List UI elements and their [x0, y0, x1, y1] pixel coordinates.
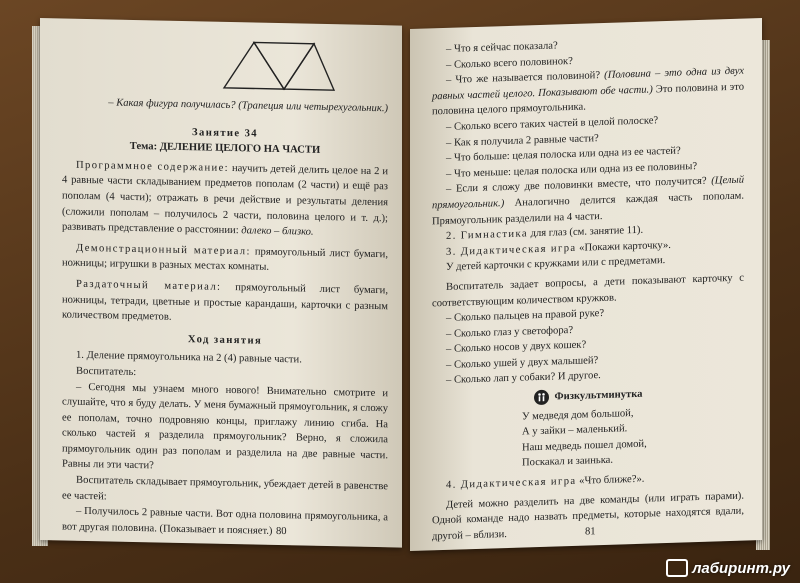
paragraph: Детей можно разделить на две команды (или играть парами). Одной команде надо назвать предметы, которые находятся вдали, другой – вблизи. [432, 490, 744, 543]
paragraph: – Получилось 2 равные части. Вот одна половина прямоугольника, а вот другая половина. (Показывает и поясняет.) [62, 506, 388, 537]
lesson-topic: Тема: ДЕЛЕНИЕ ЦЕЛОГО НА ЧАСТИ [129, 141, 321, 157]
line: – Сколько всего таких частей в целой полоске? [446, 115, 659, 133]
watermark: лабиринт.ру [666, 559, 790, 577]
question: – Сколько пальцев на правой руке? [446, 308, 605, 325]
poem-line: А у зайки – маленький. [522, 423, 628, 438]
page-number-left: 80 [276, 525, 287, 538]
question: – Сколько глаз у светофора? [446, 324, 574, 340]
lesson-title: Занятие 34 [192, 126, 258, 140]
line: – Что больше: целая полоска или одна из ее частей? [446, 145, 681, 165]
paragraph: Воспитатель: [76, 365, 137, 378]
paragraph: – Сегодня мы узнаем много нового! Внимательно смотрите и слушайте, что я буду делать. У меня бумажный прямоугольник, я сложу ее пополам, точно подровняю концы, приглажу линию сгиба. На сколько частей я разделила прямоугольник? Верно, я сложила прямоугольник один раз пополам и разделила на две равные части. Равны ли эти части? [62, 381, 388, 472]
paragraph: 1. Деление прямоугольника на 2 (4) равные части. [76, 350, 302, 366]
course-title: Ход занятия [187, 333, 263, 347]
gymnastics-paragraph: 2. Гимнастика для глаз (см. занятие 11). [446, 224, 644, 243]
paragraph: Воспитатель задает вопросы, а дети показывают карточку с соответствующим количеством кружков. [432, 272, 744, 309]
exercise-people-icon [534, 390, 549, 405]
question: – Сколько лап у собаки? И другое. [446, 370, 601, 387]
poem [432, 402, 744, 474]
question: – Сколько носов у двух кошек? [446, 339, 587, 356]
open-book [32, 18, 770, 548]
trapezoid-triangles-figure [220, 36, 338, 94]
right-page-text [432, 33, 744, 545]
handout-material-paragraph: Раздаточный материал: прямоугольный лист бумаги, ножницы, тетради, цветные и простые карандаши, карточки с разным количеством предметов. [62, 278, 388, 323]
game-3-heading: 3. Дидактическая игра «Покажи карточку». [446, 239, 671, 258]
game-4-heading: 4. Дидактическая игра «Что ближе?». [446, 473, 645, 491]
program-paragraph: Программное содержание: научить детей делить целое на 2 и 4 равные части складыванием предметов пополам (2 части) и ещё раз пополам (4 части); отражать в речи действие и результаты деления (сложили пополам – получилось 2 части, половина целого и т. д.); развивать представление о расстоянии: далеко – близко. [62, 159, 388, 238]
paragraph: – Что же называется половиной? (Половина – это одна из двух равных частей целого. Показывают обе части.) Это половина и это половина целого прямоугольника. [432, 65, 744, 118]
fizminutka-title: Физкультминутка [554, 388, 643, 403]
line: – Как я получила 2 равные части? [446, 132, 599, 149]
left-page [40, 18, 402, 548]
demo-material-paragraph: Демонстрационный материал: прямоугольный лист бумаги, ножницы; игрушки в разных местах комнаты. [62, 242, 388, 274]
book-logo-icon [666, 559, 688, 577]
page-number-right: 81 [585, 526, 596, 538]
line: – Что я сейчас показала? [446, 40, 558, 55]
poem-line: Поскакал и заинька. [522, 455, 614, 469]
figure-caption: – Какая фигура получилась? (Трапеция или четырехугольник.) [108, 97, 388, 115]
paragraph: Воспитатель складывает прямоугольник, убеждает детей в равенстве ее частей: [62, 474, 388, 503]
question: – Сколько ушей у двух малышей? [446, 355, 599, 371]
left-page-text [62, 94, 388, 541]
poem-line: У медведя дом большой, [522, 407, 634, 423]
line: – Что меньше: целая полоска или одна из ее половины? [446, 160, 698, 180]
right-page [410, 18, 762, 551]
line: – Сколько всего половинок? [446, 55, 573, 71]
paragraph: – Если я сложу две половинки вместе, что получится? (Целый прямоугольник.) Аналогично делится каждая часть пополам. Прямоугольник разделили на 4 части. [432, 174, 744, 227]
poem-line: Наш медведь пошел домой, [522, 438, 647, 454]
paragraph: У детей карточки с кружками или с предметами. [446, 255, 666, 274]
